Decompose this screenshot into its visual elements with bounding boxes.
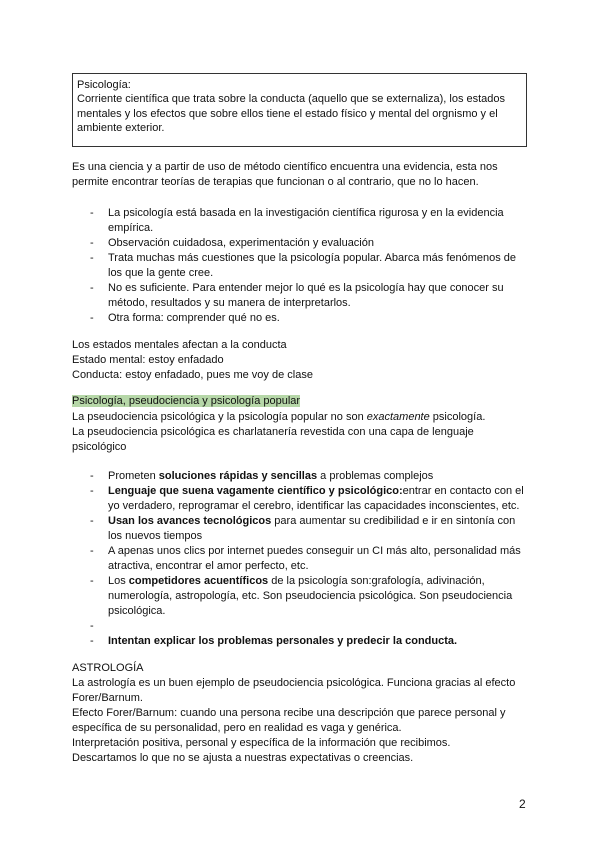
astrology-block — [72, 661, 522, 766]
method-list — [72, 206, 527, 326]
astrology-line: Interpretación positiva, personal y específica de la información que recibimos. — [72, 737, 451, 749]
list-bullet: - — [90, 282, 94, 294]
list-item — [72, 619, 527, 634]
page-number: 2 — [519, 797, 526, 811]
section-heading-row — [72, 394, 532, 409]
list-item: - Intentan explicar los problemas personales y predecir la conducta. — [90, 635, 458, 647]
definition-title: Psicología: — [77, 79, 131, 91]
states-line: Los estados mentales afectan a la conducta — [72, 339, 287, 351]
list-bullet: - — [90, 470, 94, 482]
list-item: - Prometen soluciones rápidas y sencillas a problemas complejos — [90, 470, 434, 482]
list-bullet: - — [90, 485, 94, 497]
list-bullet: - — [90, 575, 94, 587]
list-bullet: - — [90, 620, 94, 632]
astrology-heading: ASTROLOGÍA — [72, 662, 144, 674]
list-item: - Los competidores acuentíficos de la psicología son:grafología, adivinación, numerología, astropología, etc. Son pseudociencia psicológica. Son pseudociencia psicológica. — [90, 575, 513, 617]
list-item: - Lenguaje que suena vagamente científico y psicológico:entrar en contacto con el yo verdadero, reprogramar el cerebro, identificar las capacidades inconscientes, etc. — [90, 485, 524, 512]
pseudo-list — [72, 469, 527, 649]
section-heading: Psicología, pseudociencia y psicología popular — [72, 395, 301, 407]
states-line: Estado mental: estoy enfadado — [72, 354, 224, 366]
emphasis-text: exactamente — [366, 411, 430, 423]
list-item: - La psicología está basada en la investigación científica rigurosa y en la evidencia empírica. — [90, 207, 504, 234]
definition-text: Corriente científica que trata sobre la conducta (aquello que se externaliza), los estados mentales y los efectos que sobre ellos tiene el estado físico y mental del orgnismo y el ambiente exterior. — [77, 93, 506, 135]
list-bullet: - — [90, 237, 94, 249]
states-block — [72, 338, 532, 383]
list-item: - Otra forma: comprender qué no es. — [90, 312, 280, 324]
astrology-line: Descartamos lo que no se ajusta a nuestras expectativas o creencias. — [72, 752, 414, 764]
list-bullet: - — [90, 635, 94, 647]
definition-box — [72, 73, 527, 147]
list-item: - Usan los avances tecnológicos para aumentar su credibilidad e ir en sintonía con los nuevos tiempos — [90, 515, 516, 542]
pseudo-paragraph-2: La pseudociencia psicológica es charlatanería revestida con una capa de lenguaje psicológico — [72, 426, 474, 453]
intro-paragraph: Es una ciencia y a partir de uso de método científico encuentra una evidencia, esta nos permite encontrar teorías de terapias que funcionan o al contrario, que no lo hacen. — [72, 161, 498, 188]
list-bullet: - — [90, 312, 94, 324]
pseudo-paragraph-1: La pseudociencia psicológica y la psicología popular no son exactamente psicología. — [72, 411, 486, 423]
list-bullet: - — [90, 252, 94, 264]
astrology-line: La astrología es un buen ejemplo de pseudociencia psicológica. Funciona gracias al efecto Forer/Barnum. — [72, 677, 516, 704]
states-line: Conducta: estoy enfadado, pues me voy de clase — [72, 369, 313, 381]
list-bullet: - — [90, 545, 94, 557]
list-bullet: - — [90, 515, 94, 527]
list-item: - Trata muchas más cuestiones que la psicología popular. Abarca más fenómenos de los que la gente cree. — [90, 252, 517, 279]
list-item: - No es suficiente. Para entender mejor lo qué es la psicología hay que conocer su método, resultados y su manera de interpretarlos. — [90, 282, 504, 309]
astrology-line: Efecto Forer/Barnum: cuando una persona recibe una descripción que parece personal y específica de su personalidad, pero en realidad es vaga y genérica. — [72, 707, 506, 734]
list-bullet: - — [90, 207, 94, 219]
list-item: - Observación cuidadosa, experimentación y evaluación — [90, 237, 374, 249]
list-item: - A apenas unos clics por internet puedes conseguir un CI más alto, personalidad más atractiva, encontrar el amor perfecto, etc. — [90, 545, 521, 572]
